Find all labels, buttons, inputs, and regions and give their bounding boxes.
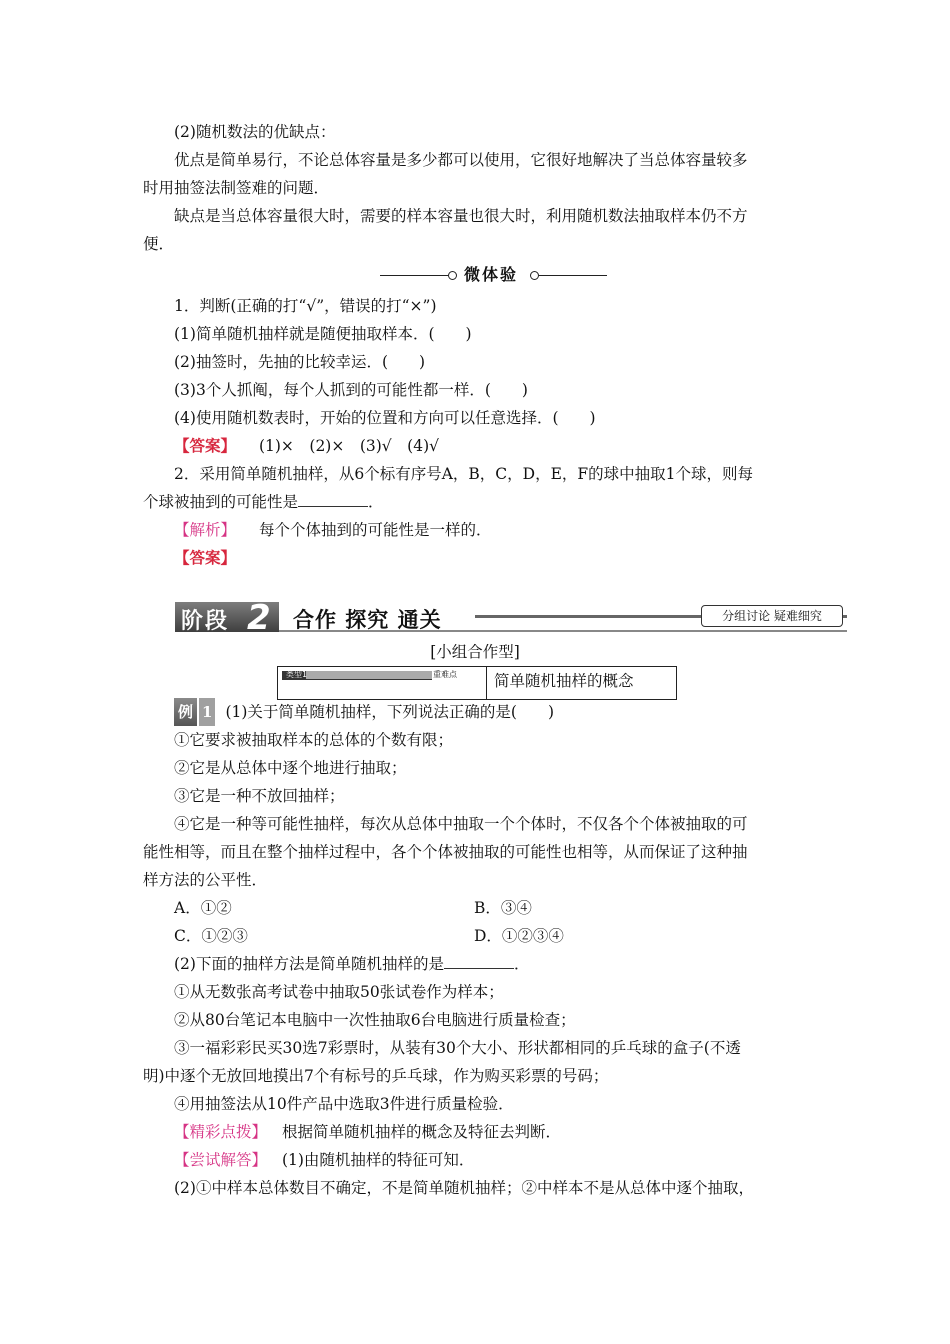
method-1: ①从无数张高考试卷中抽取50张试卷作为样本； [174, 983, 504, 1001]
hint-line [143, 1118, 813, 1146]
intro-line-4: 缺点是当总体容量很大时，需要的样本容量也很大时，利用随机数法抽取样本仍不方 [174, 207, 748, 225]
q1-answer-line [143, 432, 813, 460]
example-number: 1 [199, 698, 215, 726]
intro-line-5: 便． [143, 235, 175, 253]
q2-answer-line [143, 544, 813, 572]
heading-text: 微体验 [464, 265, 519, 284]
q2-answer-label: 【答案】 [174, 548, 237, 567]
intro-line-3: 时用抽签法制签难的问题． [143, 179, 330, 197]
heading-rule-right [539, 275, 607, 276]
example-question-1 [143, 698, 813, 726]
difficulty-label: 重难点 [433, 670, 457, 679]
option-b: B．③④ [474, 899, 532, 917]
statement-4b: 能性相等，而且在整个抽样过程中，各个个体被抽取的可能性也相等，从而保证了这种抽 [143, 843, 748, 861]
banner-stage-number: 2 [247, 598, 271, 638]
q2-line-1: 2．采用简单随机抽样，从6个标有序号A，B，C，D，E，F的球中抽取1个球，则每 [174, 465, 754, 483]
example-label: 例 [174, 698, 197, 726]
solution-last-line: (2)①中样本总体数目不确定，不是简单随机抽样；②中样本不是从总体中逐个抽取， [174, 1179, 754, 1197]
banner-title: 合作 探究 通关 [293, 607, 442, 632]
q2-line-2-text: 个球被抽到的可能性是 [143, 493, 299, 511]
hint-label: 【精彩点拨】 [174, 1123, 268, 1141]
statement-2: ②它是从总体中逐个地进行抽取； [174, 759, 407, 777]
answer-blank [298, 490, 368, 507]
q1-head: 1．判断(正确的打“√”，错误的打“×”) [174, 297, 437, 315]
heading-dot-left [448, 271, 457, 280]
q2-line-2-end: ． [368, 493, 384, 511]
method-3b: 明)中逐个无放回地摸出7个有标号的乒乓球，作为购买彩票的号码； [143, 1067, 609, 1085]
attempt-text: (1)由随机抽样的特征可知． [281, 1151, 475, 1169]
example-q2-text: (2)下面的抽样方法是简单随机抽样的是 [174, 955, 444, 973]
method-3a: ③一福彩彩民买30选7彩票时，从装有30个大小、形状都相同的乒乓球的盒子(不透 [174, 1039, 741, 1057]
hint-text: 根据简单随机抽样的概念及特征去判断． [281, 1123, 561, 1141]
example-question-2 [143, 950, 813, 978]
q1-item-2: (2)抽签时，先抽的比较幸运．( ) [174, 353, 426, 371]
type-title: 简单随机抽样的概念 [494, 672, 634, 690]
group-label: [小组合作型] [430, 643, 520, 661]
statement-4c: 样方法的公平性． [143, 871, 268, 889]
answer-label: 【答案】 [174, 436, 237, 455]
type-label: 类型1 [286, 670, 308, 679]
content-top [143, 118, 813, 258]
q1-item-4: (4)使用随机数表时，开始的位置和方向可以任意选择．( ) [174, 409, 596, 427]
heading-rule-left [380, 275, 448, 276]
q1-answer: (1)× (2)× (3)√ (4)√ [258, 437, 440, 455]
options-row-1 [143, 894, 813, 922]
statement-3: ③它是一种不放回抽样； [174, 787, 345, 805]
attempt-label: 【尝试解答】 [174, 1151, 268, 1169]
content-weitiyan [143, 292, 813, 572]
type-box-divider [486, 667, 487, 699]
intro-line-2: 优点是简单易行，不论总体容量是多少都可以使用，它很好地解决了当总体容量较多 [174, 151, 748, 169]
content-example [143, 698, 813, 1202]
type-box [277, 666, 677, 700]
example-q2-end: ． [513, 955, 530, 973]
attempt-line [143, 1146, 813, 1174]
example-answer-blank [444, 952, 514, 969]
q2-jiexi-line [143, 516, 813, 544]
option-a: A．①② [174, 899, 232, 917]
banner-tag: 分组讨论 疑难细究 [701, 605, 843, 627]
banner-stage-label: 阶段 [181, 609, 230, 634]
statement-1: ①它要求被抽取样本的总体的个数有限； [174, 731, 454, 749]
statement-4a: ④它是一种等可能性抽样，每次从总体中抽取一个个体时，不仅各个个体被抽取的可 [174, 815, 748, 833]
option-d: D．①②③④ [474, 927, 564, 945]
q2-line-2 [143, 488, 813, 516]
method-4: ④用抽签法从10件产品中选取3件进行质量检验． [174, 1095, 514, 1113]
intro-line-1: (2)随机数法的优缺点： [174, 123, 336, 141]
weitiyan-heading [380, 262, 610, 290]
q1-item-1: (1)简单随机抽样就是随便抽取样本．( ) [174, 325, 472, 343]
jiexi-label: 【解析】 [174, 521, 237, 539]
heading-dot-right [530, 271, 539, 280]
stage-banner [175, 598, 847, 638]
example-q1-text: (1)关于简单随机抽样，下列说法正确的是( ) [225, 703, 555, 721]
q1-item-3: (3)3个人抓阄，每个人抓到的可能性都一样．( ) [174, 381, 528, 399]
options-row-2 [143, 922, 813, 950]
method-2: ②从80台笔记本电脑中一次性抽取6台电脑进行质量检查； [174, 1011, 576, 1029]
option-c: C．①②③ [174, 927, 248, 945]
jiexi-text: 每个个体抽到的可能性是一样的． [258, 521, 492, 539]
